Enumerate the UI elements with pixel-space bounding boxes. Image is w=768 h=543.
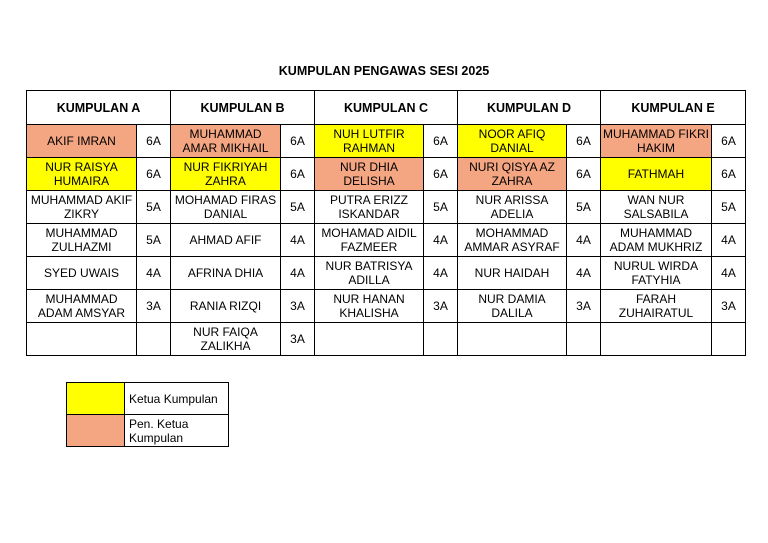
member-name: NUH LUTFIR RAHMAN [315, 125, 424, 158]
member-name: NUR DAMIA DALILA [458, 290, 567, 323]
member-class: 5A [424, 191, 458, 224]
member-name: AKIF IMRAN [27, 125, 137, 158]
table-row [27, 125, 746, 158]
member-class: 4A [567, 224, 601, 257]
member-name: MOHAMAD FIRAS DANIAL [171, 191, 281, 224]
member-name: FATHMAH [601, 158, 712, 191]
member-name [458, 323, 567, 356]
header-row [27, 91, 746, 125]
member-class: 5A [137, 191, 171, 224]
member-name: NUR BATRISYA ADILLA [315, 257, 424, 290]
table-row [27, 323, 746, 356]
member-class: 5A [137, 224, 171, 257]
legend-label: Ketua Kumpulan [125, 383, 229, 415]
legend-row [67, 415, 229, 447]
member-class: 6A [137, 158, 171, 191]
member-class: 5A [567, 191, 601, 224]
member-class: 6A [137, 125, 171, 158]
member-class: 3A [281, 323, 315, 356]
table-row [27, 191, 746, 224]
member-class: 4A [281, 224, 315, 257]
member-class [137, 323, 171, 356]
legend-table [66, 382, 229, 447]
member-class: 6A [712, 125, 746, 158]
member-name: NURI QISYA AZ ZAHRA [458, 158, 567, 191]
member-name: AFRINA DHIA [171, 257, 281, 290]
member-class: 4A [712, 257, 746, 290]
member-name: NUR FIKRIYAH ZAHRA [171, 158, 281, 191]
member-class: 4A [712, 224, 746, 257]
member-class: 4A [424, 257, 458, 290]
member-class [567, 323, 601, 356]
member-name [315, 323, 424, 356]
member-name: MUHAMMAD AKIF ZIKRY [27, 191, 137, 224]
legend-swatch [67, 383, 125, 415]
page-title: KUMPULAN PENGAWAS SESI 2025 [278, 64, 490, 78]
member-name: NUR RAISYA HUMAIRA [27, 158, 137, 191]
member-name: NURUL WIRDA FATYHIA [601, 257, 712, 290]
member-class: 6A [424, 125, 458, 158]
member-name: RANIA RIZQI [171, 290, 281, 323]
member-class: 5A [712, 191, 746, 224]
member-class: 6A [281, 125, 315, 158]
group-header: KUMPULAN D [458, 91, 601, 125]
member-class: 5A [281, 191, 315, 224]
table-row [27, 257, 746, 290]
member-name: NUR HAIDAH [458, 257, 567, 290]
member-name: NUR ARISSA ADELIA [458, 191, 567, 224]
member-class: 3A [712, 290, 746, 323]
member-class: 4A [281, 257, 315, 290]
groups-table [26, 90, 746, 356]
member-name: NOOR AFIQ DANIAL [458, 125, 567, 158]
member-name: SYED UWAIS [27, 257, 137, 290]
member-class: 3A [424, 290, 458, 323]
member-name: NUR DHIA DELISHA [315, 158, 424, 191]
member-name [601, 323, 712, 356]
member-name: MUHAMMAD FIKRI HAKIM [601, 125, 712, 158]
table-row [27, 158, 746, 191]
member-name: FARAH ZUHAIRATUL [601, 290, 712, 323]
member-name: PUTRA ERIZZ ISKANDAR [315, 191, 424, 224]
member-class: 4A [424, 224, 458, 257]
member-name [27, 323, 137, 356]
member-class: 6A [712, 158, 746, 191]
member-name: MOHAMMAD AMMAR ASYRAF [458, 224, 567, 257]
member-class [712, 323, 746, 356]
group-header: KUMPULAN E [601, 91, 746, 125]
member-class: 4A [567, 257, 601, 290]
member-class: 6A [567, 125, 601, 158]
member-name: NUR HANAN KHALISHA [315, 290, 424, 323]
member-class: 6A [281, 158, 315, 191]
member-class: 3A [137, 290, 171, 323]
legend-label: Pen. Ketua Kumpulan [125, 415, 229, 447]
member-class: 6A [424, 158, 458, 191]
member-name: NUR FAIQA ZALIKHA [171, 323, 281, 356]
group-header: KUMPULAN B [171, 91, 315, 125]
member-name: MUHAMMAD ZULHAZMI [27, 224, 137, 257]
table-row [27, 290, 746, 323]
legend-row [67, 383, 229, 415]
member-name: MUHAMMAD ADAM AMSYAR [27, 290, 137, 323]
table-row [27, 224, 746, 257]
member-class: 4A [137, 257, 171, 290]
member-name: WAN NUR SALSABILA [601, 191, 712, 224]
member-name: MOHAMAD AIDIL FAZMEER [315, 224, 424, 257]
member-name: AHMAD AFIF [171, 224, 281, 257]
member-class: 3A [281, 290, 315, 323]
member-class: 6A [567, 158, 601, 191]
member-name: MUHAMMAD AMAR MIKHAIL [171, 125, 281, 158]
group-header: KUMPULAN A [27, 91, 171, 125]
legend-swatch [67, 415, 125, 447]
member-name: MUHAMMAD ADAM MUKHRIZ [601, 224, 712, 257]
group-header: KUMPULAN C [315, 91, 458, 125]
member-class: 3A [567, 290, 601, 323]
member-class [424, 323, 458, 356]
